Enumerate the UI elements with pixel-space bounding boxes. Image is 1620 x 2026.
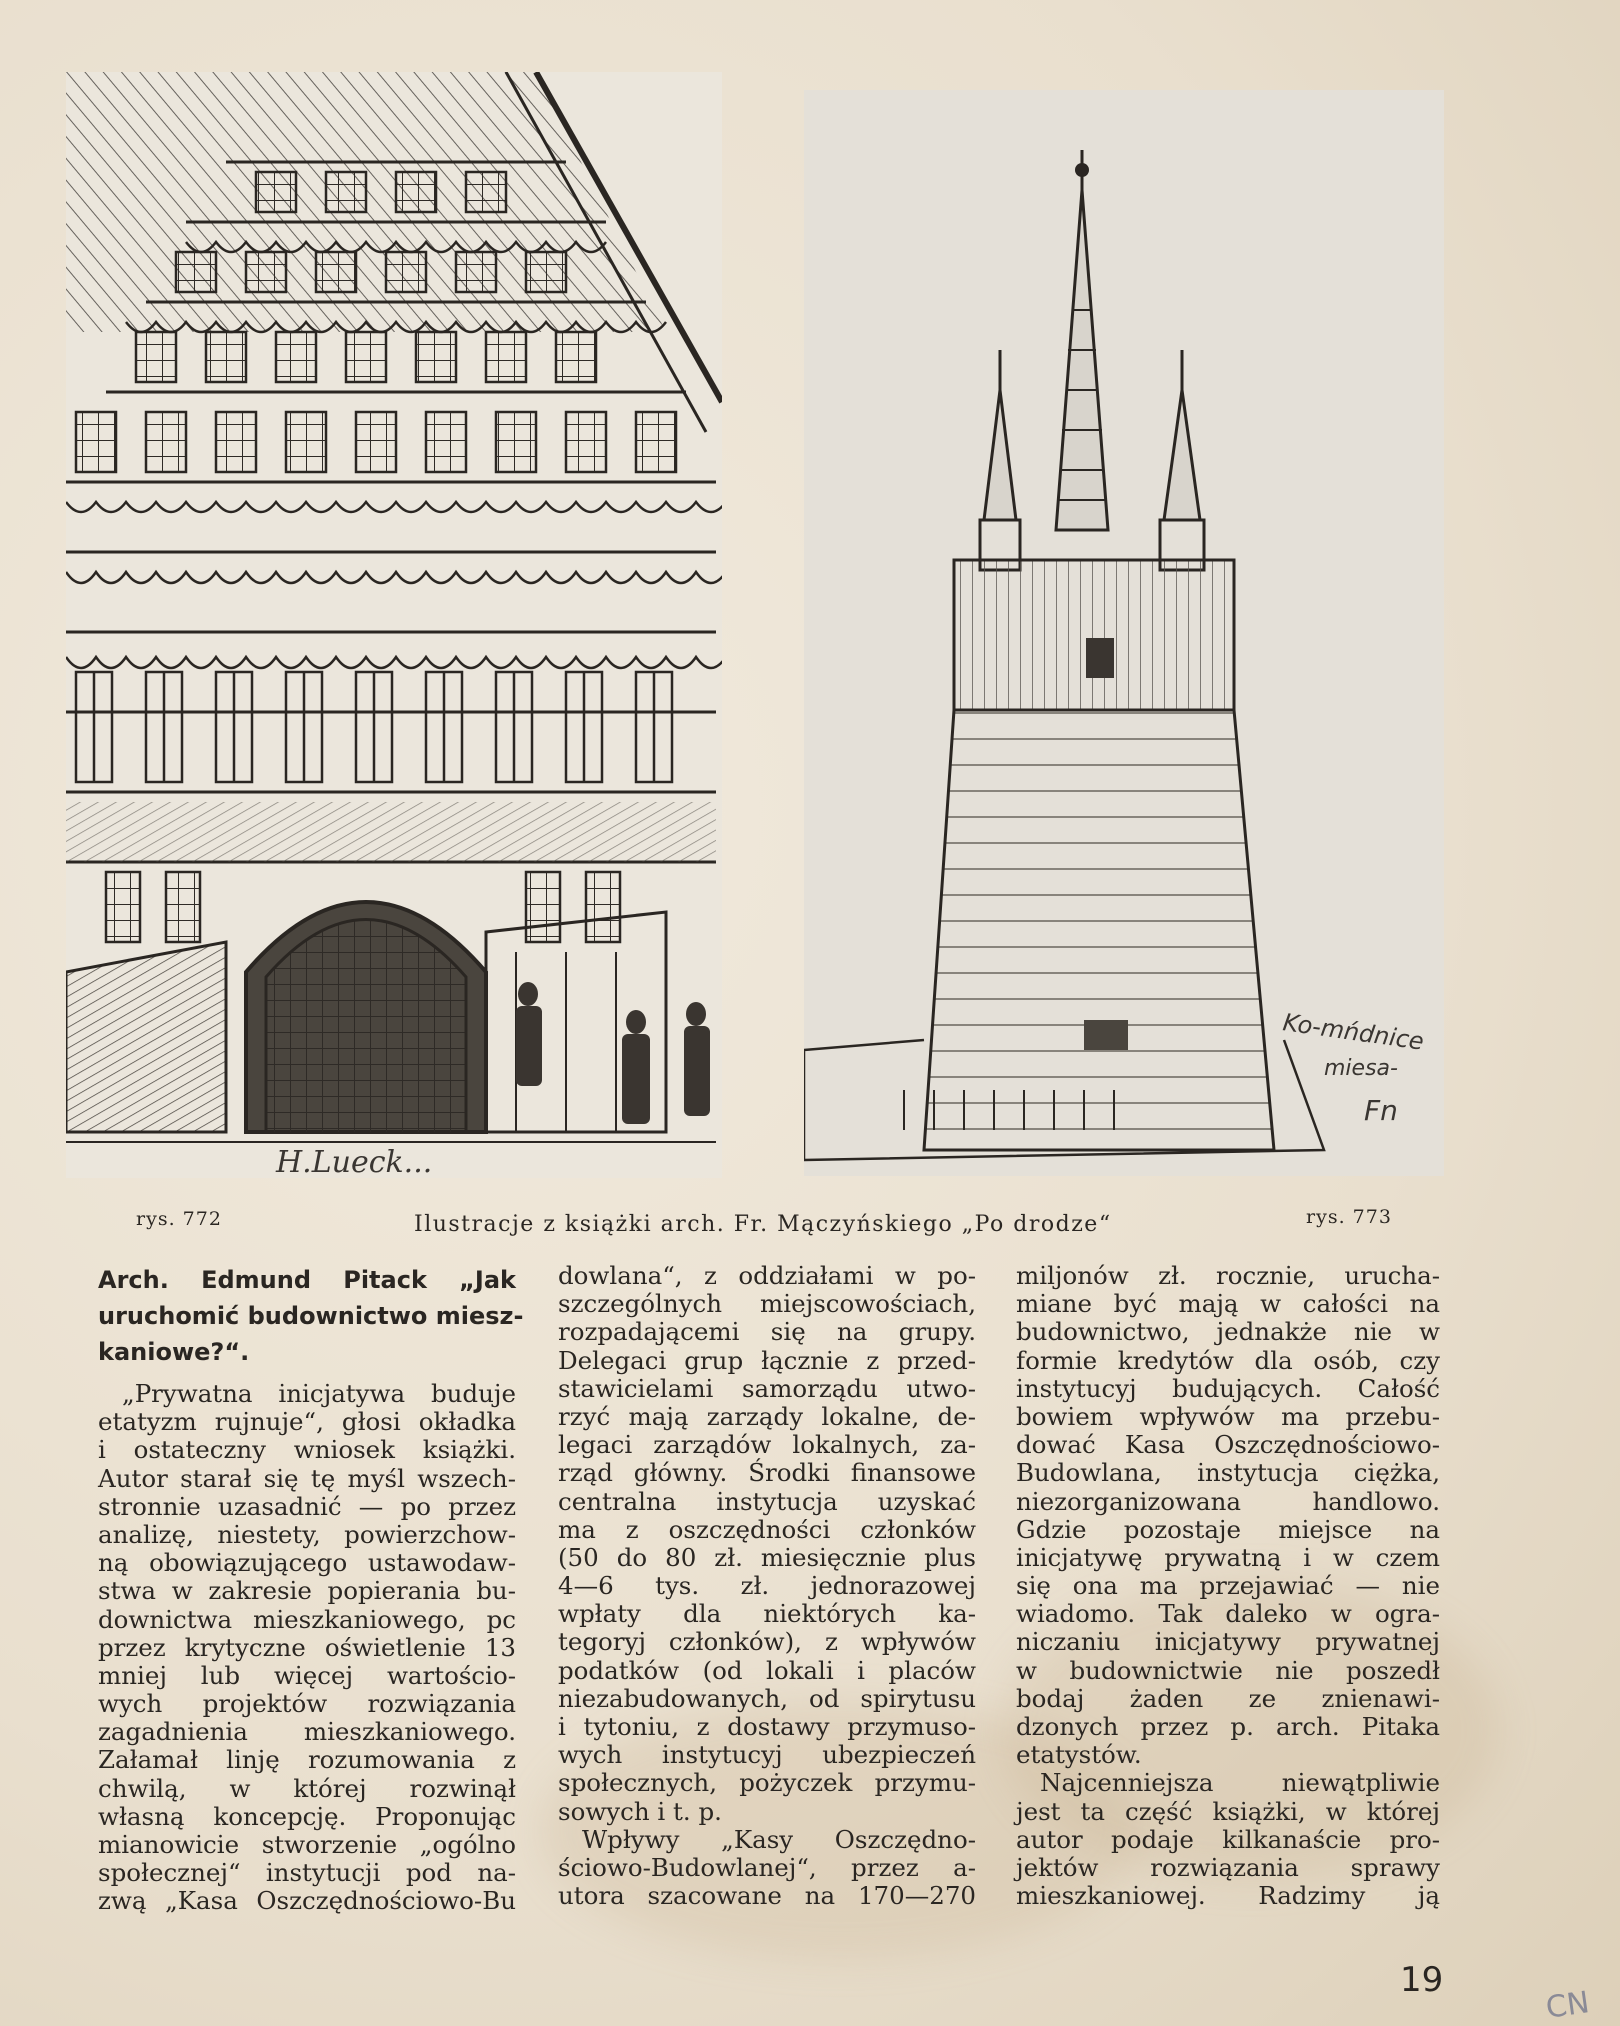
- text-line: wych projektów rozwiązania: [98, 1689, 516, 1719]
- margin-note: CN: [1543, 1985, 1592, 2026]
- text-line: tegoryj członków), z wpływów: [558, 1627, 976, 1657]
- left-signature: H.Lueck...: [276, 1145, 433, 1178]
- figure-caption-left: rys. 772: [136, 1208, 222, 1230]
- heading-line: kaniowe?“.: [98, 1338, 250, 1366]
- text-line: dować Kasa Oszczędnościowo-: [1016, 1430, 1440, 1460]
- text-line: (50 do 80 zł. miesięcznie plus: [558, 1542, 976, 1572]
- text-line: ściowo-Budowlanej“, przez a-: [558, 1852, 976, 1882]
- text-line: analizę, niestety, powierzchow-: [98, 1519, 516, 1549]
- text-line: ną obowiązującego ustawodaw-: [98, 1548, 516, 1578]
- text-line: się ona ma przejawiać — nie: [1016, 1571, 1440, 1601]
- text-line: wpłaty dla niektórych ka-: [558, 1599, 976, 1629]
- text-line: bodaj żaden ze znienawi-: [1016, 1683, 1440, 1713]
- text-line: jektów rozwiązania sprawy: [1016, 1852, 1440, 1882]
- text-line: etatyzm rujnuje“, głosi okładka: [98, 1407, 516, 1437]
- text-line: downictwa mieszkaniowego, pc: [98, 1604, 516, 1634]
- text-line: rozpadającemi się na grupy.: [558, 1317, 976, 1347]
- text-line: Najcenniejsza niewątpliwie: [1040, 1768, 1440, 1798]
- illustration-house-facade: [66, 72, 722, 1178]
- illustration-church-tower: [804, 90, 1444, 1176]
- text-line: rzyć mają zarządy lokalne, de-: [558, 1401, 976, 1431]
- text-line: 4—6 tys. zł. jednorazowej: [558, 1571, 976, 1601]
- text-line: instytucyj budujących. Całość: [1016, 1373, 1440, 1403]
- text-line: chwilą, w której rozwinął: [98, 1773, 516, 1803]
- article-column-2: [558, 1262, 976, 1910]
- text-line: niczaniu inicjatywy prywatnej: [1016, 1627, 1440, 1657]
- text-line: dowlana“, z oddziałami w po-: [558, 1261, 976, 1290]
- text-line: bowiem wpływów ma przebu-: [1016, 1401, 1440, 1431]
- text-line: zagadnienia mieszkaniowego.: [98, 1717, 516, 1747]
- article-column-3: [1016, 1262, 1440, 1910]
- text-line: mianowicie stworzenie „ogólno: [98, 1830, 516, 1859]
- text-line: wiadomo. Tak daleko w ogra-: [1016, 1599, 1440, 1629]
- text-line: społecznej“ instytucji pod na-: [98, 1858, 516, 1888]
- text-line: Gdzie pozostaje miejsce na: [1016, 1514, 1440, 1544]
- text-line: Budowlana, instytucja ciężka,: [1016, 1458, 1440, 1488]
- heading-line: uruchomić budownictwo miesz-: [98, 1302, 524, 1330]
- text-line: budownictwo, jednakże nie w: [1016, 1317, 1440, 1347]
- page-number: 19: [1400, 1960, 1444, 2000]
- text-line: i ostateczny wniosek książki.: [98, 1435, 516, 1465]
- text-line: legaci zarządów lokalnych, za-: [558, 1430, 976, 1460]
- text-line: w budownictwie nie poszedł: [1016, 1655, 1440, 1685]
- text-line: sowych i t. p.: [558, 1796, 722, 1826]
- text-line: niezorganizowana handlowo.: [1016, 1486, 1440, 1516]
- text-line: społecznych, pożyczek przymu-: [558, 1768, 976, 1798]
- right-signature-line3: Fn: [1364, 1094, 1398, 1127]
- text-line: i tytoniu, z dostawy przymuso-: [558, 1712, 976, 1741]
- text-line: utora szacowane na 170—270: [558, 1881, 976, 1911]
- text-line: Wpływy „Kasy Oszczędno-: [582, 1824, 976, 1854]
- figures-caption: Ilustracje z książki arch. Fr. Mączyńskiego „Po drodze“: [414, 1212, 1112, 1237]
- text-line: stawicielami samorządu utwo-: [558, 1373, 976, 1403]
- text-line: „Prywatna inicjatywa buduje: [122, 1379, 516, 1408]
- text-line: miane być mają w całości na: [1016, 1289, 1440, 1319]
- text-line: etatystów.: [1016, 1740, 1142, 1770]
- text-line: mieszkaniowej. Radzimy ją: [1016, 1881, 1440, 1911]
- text-line: formie kredytów dla osób, czy: [1016, 1345, 1440, 1375]
- text-line: miljonów zł. rocznie, urucha-: [1016, 1261, 1440, 1290]
- heading-line: Arch. Edmund Pitack „Jak: [98, 1266, 516, 1294]
- text-line: niezabudowanych, od spirytusu: [558, 1683, 976, 1713]
- text-line: stwa w zakresie popierania bu-: [98, 1576, 516, 1606]
- text-line: podatków (od lokali i placów: [558, 1655, 976, 1685]
- article-column-1: [98, 1262, 524, 1916]
- text-line: stronnie uzasadnić — po przez: [98, 1491, 516, 1521]
- right-signature-line2: miesa-: [1324, 1056, 1398, 1081]
- text-line: przez krytyczne oświetlenie 13: [98, 1632, 516, 1662]
- right-signature-line1: Ko-mńdnice: [1281, 1008, 1426, 1056]
- text-line: wych instytucyj ubezpieczeń: [558, 1740, 976, 1770]
- text-line: dzonych przez p. arch. Pitaka: [1016, 1712, 1440, 1741]
- text-line: Załamał linję rozumowania z: [98, 1745, 516, 1775]
- article-heading: [98, 1262, 524, 1370]
- text-line: zwą „Kasa Oszczędnościowo-Bu: [98, 1886, 516, 1916]
- text-line: ma z oszczędności członków: [558, 1514, 976, 1544]
- text-line: jest ta część książki, w której: [1016, 1796, 1440, 1826]
- text-line: własną koncepcję. Proponując: [98, 1801, 516, 1831]
- text-line: centralna instytucja uzyskać: [558, 1486, 976, 1516]
- text-line: Delegaci grup łącznie z przed-: [558, 1345, 976, 1375]
- text-line: autor podaje kilkanaście pro-: [1016, 1824, 1440, 1854]
- text-line: rząd główny. Środki finansowe: [558, 1458, 976, 1488]
- text-line: szczególnych miejscowościach,: [558, 1289, 976, 1319]
- text-line: mniej lub więcej wartościo-: [98, 1660, 516, 1690]
- text-line: inicjatywę prywatną i w czem: [1016, 1542, 1440, 1572]
- figure-caption-right: rys. 773: [1306, 1206, 1392, 1228]
- text-line: Autor starał się tę myśl wszech-: [98, 1463, 516, 1493]
